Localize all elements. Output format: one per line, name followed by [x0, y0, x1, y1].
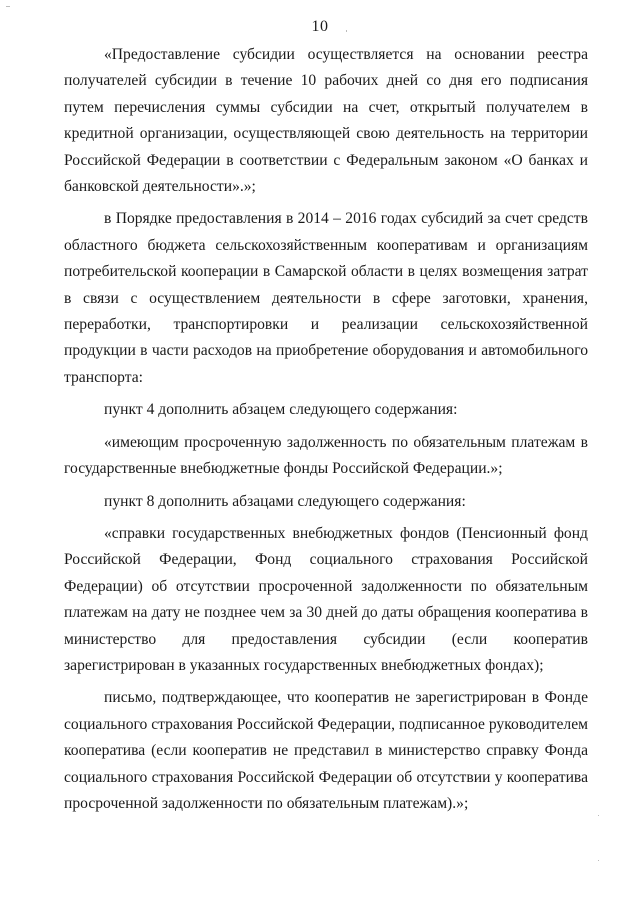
page-number: 10 — [311, 18, 329, 35]
scan-artifact — [598, 860, 599, 861]
paragraph-procedure-intro: в Порядке предоставления в 2014 – 2016 годах субсидий за счет средств областного бюджета сельскохозяйственным кооперативам и организациям потребительской кооперации в Самарской области в целях возмещения затрат в связи с осуществлением деятельности в сфере заготовки, хранения, переработки, транспортировки и реализации сельскохозяйственной продукции в части расходов на приобретение оборудования и автомобильного транспорта: — [64, 210, 588, 386]
document-body — [64, 42, 588, 823]
paragraph-subsidy-registry: «Предоставление субсидии осуществляется на основании реестра получателей субсидии в течение 10 рабочих дней со дня его подписания путем перечисления суммы субсидии на счет, открытый получателем в кредитной организации, осуществляющей свою деятельность на территории Российской Федерации в соответствии с Федеральным законом «О банках и банковской деятельности».»; — [64, 46, 588, 196]
scan-artifact — [598, 815, 599, 816]
paragraph-confirmation-letter: письмо, подтверждающее, что кооператив не зарегистрирован в Фонде социального страхования Российской Федерации, подписанное руководителем кооператива (если кооператив не представил в министерство справку Фонда социального страхования Российской Федерации об отсутствии у кооператива просроченной задолженности по обязательным платежам).»; — [64, 689, 588, 812]
paragraph-item-4: пункт 4 дополнить абзацем следующего содержания: — [104, 401, 458, 419]
paragraph-item-8: пункт 8 дополнить абзацами следующего содержания: — [104, 492, 466, 510]
scan-artifact — [6, 6, 10, 7]
paragraph-overdue-debt: «имеющим просроченную задолженность по обязательным платежам в государственные внебюджетные фонды Российской Федерации.»; — [64, 433, 588, 478]
paragraph-fund-certificates: «справки государственных внебюджетных фондов (Пенсионный фонд Российской Федерации, Фонд социального страхования Российской Федерации) об отсутствии просроченной задолженности по обязательным платежам на дату не позднее чем за 30 дней до даты обращения кооператива в министерство для предоставления субсидии (если кооператив зарегистрирован в указанных государственных внебюджетных фондах); — [64, 524, 588, 674]
